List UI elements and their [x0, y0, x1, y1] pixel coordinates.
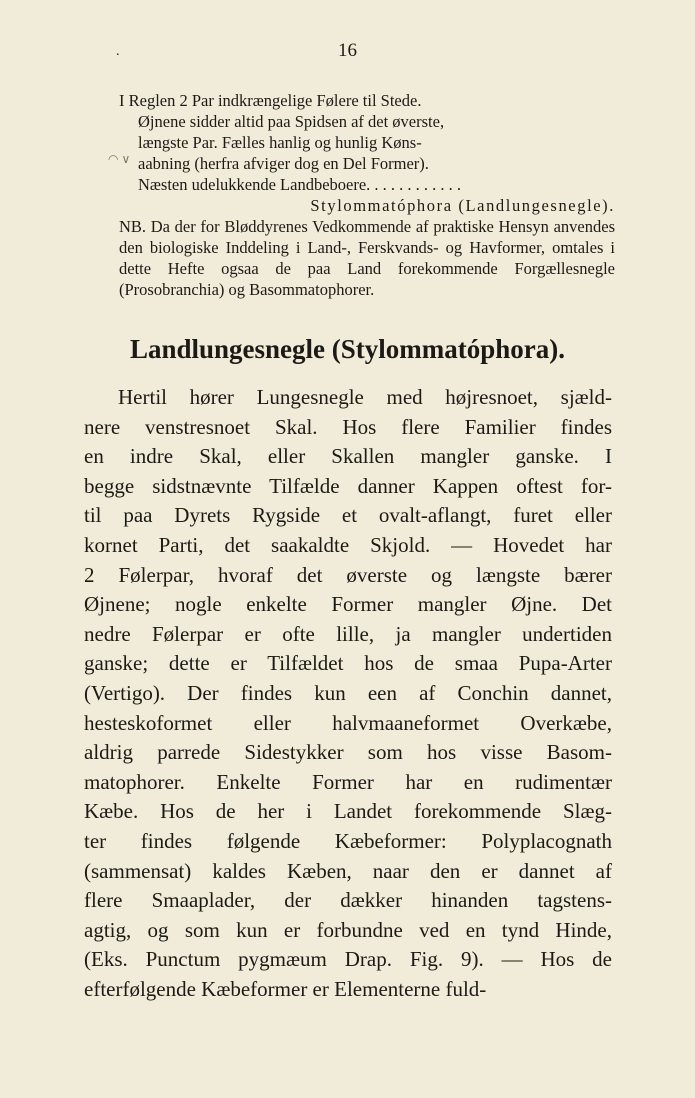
body-line: ter findes følgende Kæbeformer: Polyplacognath [84, 828, 612, 853]
key-result: Stylommatóphora (Landlungesnegle). [310, 196, 615, 215]
page-number: 16 [338, 40, 357, 61]
body-line: en indre Skal, eller Skallen mangler ganske. I [84, 444, 612, 469]
section-heading: Landlungesnegle (Stylommatóphora). [129, 334, 566, 364]
key-line: I Reglen 2 Par indkrængelige Følere til Stede. [119, 91, 422, 110]
page-dot: . [116, 44, 120, 59]
key-line: længste Par. Fælles hanlig og hunlig Køns- [138, 133, 422, 152]
body-line: 2 Følerpar, hvoraf det øverste og længste bærer [84, 562, 612, 587]
key-line: Næsten udelukkende Landbeboere. . . . . . . . . . . . [138, 175, 462, 194]
body-line: matophorer. Enkelte Former har en rudimentær [84, 769, 612, 794]
body-line: Kæbe. Hos de her i Landet forekommende Slæg- [84, 799, 612, 824]
identification-key [119, 90, 615, 216]
margin-mark: ◠ ∨ [108, 152, 131, 166]
body-line: (Eks. Punctum pygmæum Drap. Fig. 9). — Hos de [84, 947, 612, 972]
key-line: aabning (herfra afviger dog en Del Former). [138, 154, 429, 173]
body-line: agtig, og som kun er forbundne ved en tynd Hinde, [84, 917, 612, 942]
body-line: flere Smaaplader, der dækker hinanden tagstens- [84, 888, 612, 913]
note-paragraph: NB. Da der for Bløddyrenes Vedkommende af praktiske Hensyn anvendes den biologiske Inddeling i Land-, Ferskvands- og Havformer, omtales i dette Hefte ogsaa de paa Land forekommende Forgællesnegle (Prosobranchia) og Basommatophorer. [119, 217, 615, 299]
body-line: nere venstresnoet Skal. Hos flere Familier findes [84, 414, 612, 439]
body-line: hesteskoformet eller halvmaaneformet Overkæbe, [84, 710, 612, 735]
body-line: aldrig parrede Sidestykker som hos visse Basom- [84, 740, 612, 765]
body-line: (Vertigo). Der findes kun een af Conchin dannet, [84, 680, 612, 705]
body-line: begge sidstnævnte Tilfælde danner Kappen oftest for- [84, 473, 612, 498]
key-line: Øjnene sidder altid paa Spidsen af det øverste, [138, 112, 445, 131]
body-line: ganske; dette er Tilfældet hos de smaa Pupa-Arter [84, 651, 612, 676]
body-line: kornet Parti, det saakaldte Skjold. — Hovedet har [84, 532, 612, 557]
body-line: Hertil hører Lungesnegle med højresnoet, sjæld- [118, 385, 612, 409]
body-line: efterfølgende Kæbeformer er Elementerne fuld- [84, 976, 487, 1001]
body-line: Øjnene; nogle enkelte Former mangler Øjne. Det [84, 592, 612, 617]
body-line: nedre Følerpar er ofte lille, ja mangler undertiden [84, 621, 612, 646]
body-text [84, 383, 612, 1004]
body-line: til paa Dyrets Rygside et ovalt-aflangt, furet eller [84, 503, 612, 528]
body-line: (sammensat) kaldes Kæben, naar den er dannet af [84, 858, 612, 883]
